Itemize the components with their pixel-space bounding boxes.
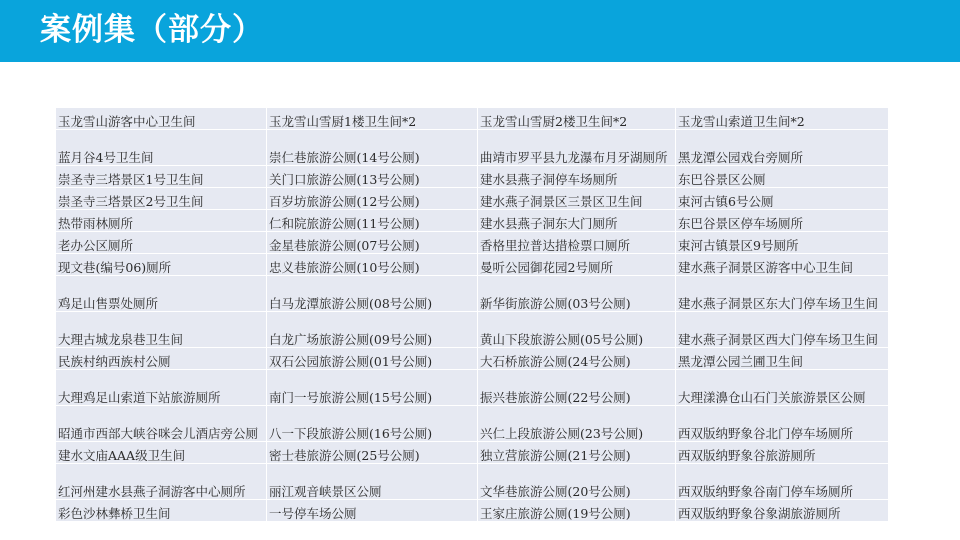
table-row <box>56 370 889 406</box>
table-cell: 东巴谷景区停车场厕所 <box>676 210 889 232</box>
table-cell: 玉龙雪山雪厨2楼卫生间*2 <box>478 108 676 130</box>
table-cell: 丽江观音峡景区公厕 <box>267 464 478 500</box>
table-row <box>56 254 889 276</box>
table-row <box>56 406 889 442</box>
table-cell: 百岁坊旅游公厕(12号公厕) <box>267 188 478 210</box>
table-row <box>56 232 889 254</box>
table-cell: 黑龙潭公园戏台旁厕所 <box>676 130 889 166</box>
table-row <box>56 348 889 370</box>
table-cell: 建水文庙AAA级卫生间 <box>56 442 267 464</box>
table-cell: 仁和院旅游公厕(11号公厕) <box>267 210 478 232</box>
table-row <box>56 312 889 348</box>
table-cell: 彩色沙林彝桥卫生间 <box>56 500 267 522</box>
table-row <box>56 210 889 232</box>
table-row <box>56 464 889 500</box>
table-cell: 八一下段旅游公厕(16号公厕) <box>267 406 478 442</box>
table-cell: 东巴谷景区公厕 <box>676 166 889 188</box>
table-cell: 黑龙潭公园兰圃卫生间 <box>676 348 889 370</box>
case-table <box>55 107 889 522</box>
table-cell: 蓝月谷4号卫生间 <box>56 130 267 166</box>
table-cell: 束河古镇6号公厕 <box>676 188 889 210</box>
table-cell: 民族村纳西族村公厕 <box>56 348 267 370</box>
table-cell: 文华巷旅游公厕(20号公厕) <box>478 464 676 500</box>
table-cell: 白龙广场旅游公厕(09号公厕) <box>267 312 478 348</box>
table-cell: 红河州建水县燕子洞游客中心厕所 <box>56 464 267 500</box>
table-cell: 西双版纳野象谷南门停车场厕所 <box>676 464 889 500</box>
case-table-body <box>56 108 889 522</box>
table-cell: 热带雨林厕所 <box>56 210 267 232</box>
table-row <box>56 188 889 210</box>
table-cell: 西双版纳野象谷象湖旅游厕所 <box>676 500 889 522</box>
table-cell: 王家庄旅游公厕(19号公厕) <box>478 500 676 522</box>
table-cell: 建水县燕子洞东大门厕所 <box>478 210 676 232</box>
table-row <box>56 442 889 464</box>
table-row <box>56 108 889 130</box>
table-cell: 密士巷旅游公厕(25号公厕) <box>267 442 478 464</box>
table-cell: 崇圣寺三塔景区1号卫生间 <box>56 166 267 188</box>
table-cell: 白马龙潭旅游公厕(08号公厕) <box>267 276 478 312</box>
table-cell: 建水燕子洞景区三景区卫生间 <box>478 188 676 210</box>
table-cell: 昭通市西部大峡谷咪会儿酒店旁公厕 <box>56 406 267 442</box>
table-cell: 玉龙雪山索道卫生间*2 <box>676 108 889 130</box>
table-cell: 香格里拉普达措检票口厕所 <box>478 232 676 254</box>
table-cell: 建水燕子洞景区游客中心卫生间 <box>676 254 889 276</box>
table-cell: 建水燕子洞景区东大门停车场卫生间 <box>676 276 889 312</box>
table-cell: 崇仁巷旅游公厕(14号公厕) <box>267 130 478 166</box>
table-cell: 大理漾濞仓山石门关旅游景区公厕 <box>676 370 889 406</box>
table-cell: 现文巷(编号06)厕所 <box>56 254 267 276</box>
table-cell: 一号停车场公厕 <box>267 500 478 522</box>
table-cell: 束河古镇景区9号厕所 <box>676 232 889 254</box>
table-cell: 玉龙雪山游客中心卫生间 <box>56 108 267 130</box>
table-cell: 振兴巷旅游公厕(22号公厕) <box>478 370 676 406</box>
table-cell: 大石桥旅游公厕(24号公厕) <box>478 348 676 370</box>
table-cell: 大理古城龙泉巷卫生间 <box>56 312 267 348</box>
table-cell: 建水燕子洞景区西大门停车场卫生间 <box>676 312 889 348</box>
page-title: 案例集（部分） <box>40 12 264 48</box>
table-cell: 南门一号旅游公厕(15号公厕) <box>267 370 478 406</box>
table-cell: 鸡足山售票处厕所 <box>56 276 267 312</box>
table-cell: 关门口旅游公厕(13号公厕) <box>267 166 478 188</box>
table-cell: 兴仁上段旅游公厕(23号公厕) <box>478 406 676 442</box>
table-row <box>56 500 889 522</box>
table-cell: 金星巷旅游公厕(07号公厕) <box>267 232 478 254</box>
title-bar <box>0 0 960 62</box>
table-cell: 老办公区厕所 <box>56 232 267 254</box>
table-cell: 独立营旅游公厕(21号公厕) <box>478 442 676 464</box>
table-cell: 西双版纳野象谷北门停车场厕所 <box>676 406 889 442</box>
table-cell: 忠义巷旅游公厕(10号公厕) <box>267 254 478 276</box>
table-cell: 新华街旅游公厕(03号公厕) <box>478 276 676 312</box>
table-cell: 西双版纳野象谷旅游厕所 <box>676 442 889 464</box>
table-cell: 曼听公园御花园2号厕所 <box>478 254 676 276</box>
table-cell: 大理鸡足山索道下站旅游厕所 <box>56 370 267 406</box>
table-cell: 曲靖市罗平县九龙瀑布月牙湖厕所 <box>478 130 676 166</box>
table-cell: 崇圣寺三塔景区2号卫生间 <box>56 188 267 210</box>
table-cell: 黄山下段旅游公厕(05号公厕) <box>478 312 676 348</box>
table-cell: 双石公园旅游公厕(01号公厕) <box>267 348 478 370</box>
table-row <box>56 276 889 312</box>
table-row <box>56 130 889 166</box>
table-cell: 建水县燕子洞停车场厕所 <box>478 166 676 188</box>
table-cell: 玉龙雪山雪厨1楼卫生间*2 <box>267 108 478 130</box>
table-row <box>56 166 889 188</box>
